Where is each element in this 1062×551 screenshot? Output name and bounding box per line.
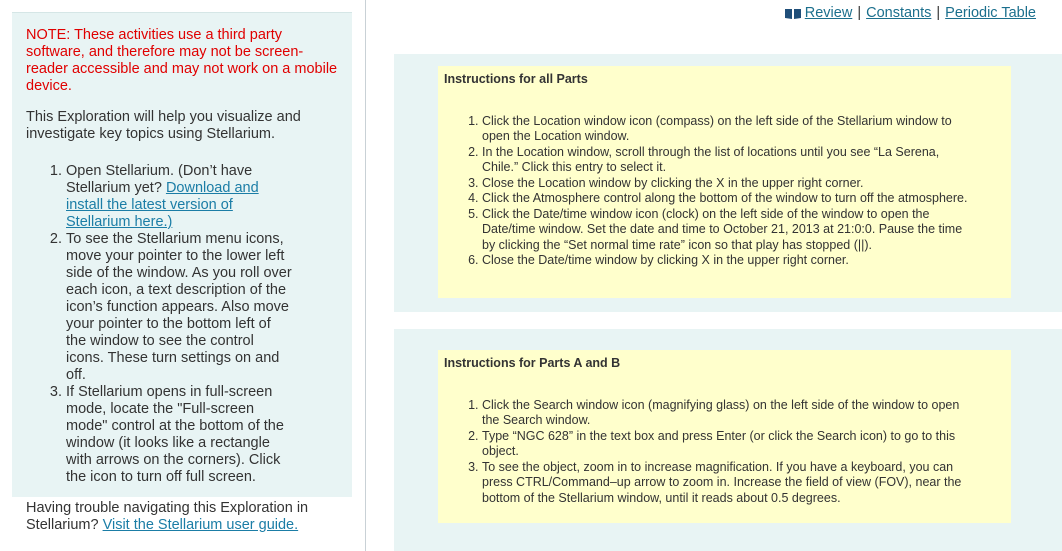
list-item: 2. Type “NGC 628” in the text box and press Enter (or click the Search icon) to go to this object. xyxy=(482,429,971,460)
review-link[interactable]: Review xyxy=(804,5,853,21)
setup-step-2: 2. To see the Stellarium menu icons, move your pointer to the lower left side of the window. As you roll over each icon, a text description of the icon’s function appears. Also move your pointer to the bottom left of the window to see the control icons. These turn settings on and off. xyxy=(66,231,338,384)
column-divider xyxy=(365,0,366,551)
book-icon xyxy=(785,8,801,19)
list-item: 3. To see the object, zoom in to increase magnification. If you have a keyboard, you can press CTRL/Command–up arrow to zoom in. Increase the field of view (FOV), near the bottom of the Stellarium window, until it reads about 0.5 degrees. xyxy=(482,460,971,507)
list-item: 5. Click the Date/time window icon (clock) on the left side of the window to open the Date/time window. Set the date and time to October 21, 2013 at 21:0:0. Pause the time by clicking the “Set normal time rate” icon so that play has stopped (||). xyxy=(482,207,971,254)
instructions-all-parts-title: Instructions for all Parts xyxy=(444,72,588,86)
setup-step-3: 3. If Stellarium opens in full-screen mode, locate the "Full-screen mode" control at the bottom of the window (it looks like a rectangle with arrows on the corners). Click the icon to turn off full screen. xyxy=(66,384,338,486)
list-item: 3. Close the Location window by clicking the X in the upper right corner. xyxy=(482,176,971,192)
instructions-parts-ab-list xyxy=(444,398,1005,507)
constants-link[interactable]: Constants xyxy=(866,5,932,21)
download-stellarium-link[interactable]: Download and install the latest version of Stellarium here.) xyxy=(66,180,259,230)
setup-steps xyxy=(26,163,338,486)
accessibility-note: NOTE: These activities use a third party software, and therefore may not be screen-reader accessible and may not work on a mobile device. xyxy=(26,27,338,94)
list-item: 1. Click the Search window icon (magnifying glass) on the left side of the window to open the Search window. xyxy=(482,398,971,429)
link-separator: | xyxy=(857,5,862,21)
periodic-table-link[interactable]: Periodic Table xyxy=(945,5,1036,21)
list-item: 1. Click the Location window icon (compass) on the left side of the Stellarium window to open the Location window. xyxy=(482,114,971,145)
instructions-parts-ab-title: Instructions for Parts A and B xyxy=(444,356,621,370)
exploration-intro-panel xyxy=(12,12,352,533)
instructions-parts-ab-box xyxy=(438,350,1011,523)
list-item: 2. In the Location window, scroll through the list of locations until you see “La Serena, Chile.” Click this entry to select it. xyxy=(482,145,971,176)
instructions-parts-ab-section xyxy=(394,329,1062,551)
intro-text: This Exploration will help you visualize and investigate key topics using Stellarium. xyxy=(26,109,301,142)
stellarium-user-guide-link[interactable]: Visit the Stellarium user guide. xyxy=(102,517,299,533)
instructions-all-parts-box xyxy=(438,66,1011,298)
resource-links xyxy=(785,5,1036,21)
link-separator: | xyxy=(936,5,941,21)
list-item: 4. Click the Atmosphere control along the bottom of the window to turn off the atmosphere. xyxy=(482,191,971,207)
list-item: 6. Close the Date/time window by clicking X in the upper right corner. xyxy=(482,253,971,269)
instructions-all-parts-section xyxy=(394,54,1062,312)
help-text: Having trouble navigating this Exploration in Stellarium? Visit the Stellarium user guide. xyxy=(26,500,309,533)
setup-step-1: 1. Open Stellarium. (Don’t have Stellarium yet? Download and install the latest version of Stellarium here.) xyxy=(66,163,338,231)
instructions-all-parts-list xyxy=(444,114,1005,269)
